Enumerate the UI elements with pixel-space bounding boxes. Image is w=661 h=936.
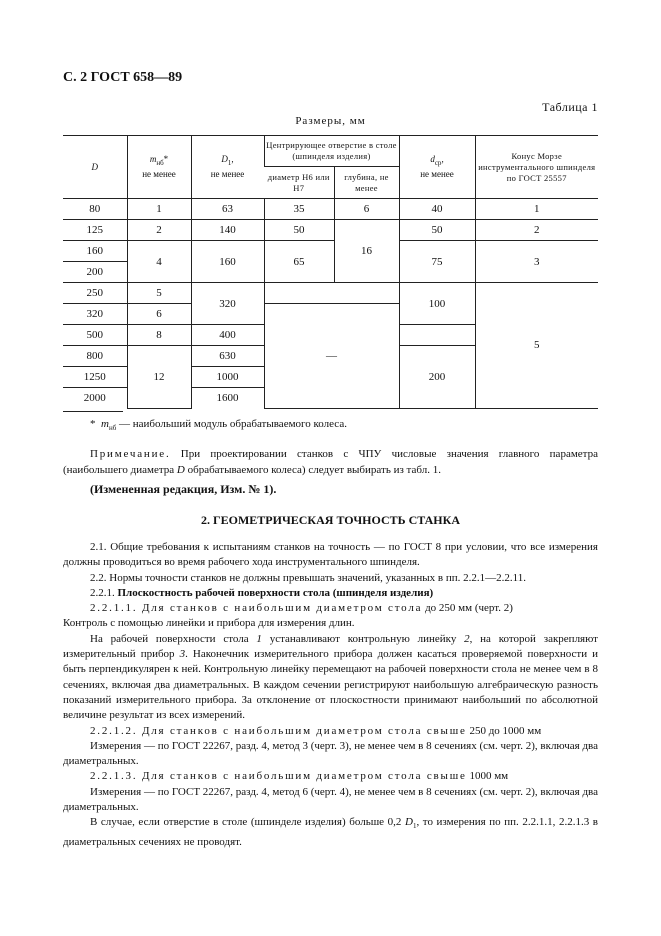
paragraph: Измерения — по ГОСТ 22267, разд. 4, метод 6 (черт. 4), не менее чем в 8 сечениях (см. черт. 2), включая два диаметральных. xyxy=(63,785,598,814)
paragraph: 2.2.1. Плоскостность рабочей поверхности стола (шпинделя изделия) xyxy=(90,586,434,599)
col-header-diameter: диаметр Н6 или Н7 xyxy=(264,167,334,199)
paragraph: Контроль с помощью линейки и прибора для измерения длин. xyxy=(63,617,355,630)
col-header-module: $m_{нб}*$ не менее xyxy=(127,136,191,199)
paragraph: 2.2.1.1. Для станков с наибольшим диаметром стола до 250 мм (черт. 2) xyxy=(90,602,513,615)
table-label: Таблица 1 xyxy=(542,100,598,114)
table-caption: Размеры, мм xyxy=(295,115,366,127)
section-title: 2. ГЕОМЕТРИЧЕСКАЯ ТОЧНОСТЬ СТАНКА xyxy=(200,513,461,527)
footnote-divider xyxy=(63,411,123,412)
paragraph: 2.2. Нормы точности станков не должны превышать значений, указанных в пп. 2.2.1—2.2.11. xyxy=(90,571,526,584)
col-header-center-hole: Центрирующее отверстие в столе (шпинделя изделия) xyxy=(264,136,399,167)
footnote: * $m_{нб}$ — наибольший модуль обрабатываемого колеса. xyxy=(90,418,347,433)
table-row: 250 5 320 100 5 xyxy=(63,283,598,304)
paragraph: На рабочей поверхности стола 1 устанавливают контрольную линейку 2, на которой закрепляют измерительный прибор 3. Наконечник измерительного прибора должен касаться проверяемой поверхности и быть перпендикулярен к ней. Контрольную линейку перемещают на рабочей поверхности стола не менее чем в 8 сечениях, включая два диаметральных. В каждом сечении регистрируют наибольшую алгебраическую разность показаний измерительного прибора. За отклонение от плоскостности принимают наибольший по абсолютной величине результат из всех измерений. xyxy=(63,632,598,722)
col-header-morse: Конус Морзе инструментального шпинделя по ГОСТ 25557 xyxy=(475,136,598,199)
col-header-depth: глубина, не менее xyxy=(334,167,399,199)
table-row: 1250 1000 xyxy=(63,367,598,388)
paragraph: 2.1. Общие требования к испытаниям станков на точность — по ГОСТ 8 при условии, что все измерения должны проводиться во время рабочего хода инструментального шпинделя. xyxy=(63,541,598,569)
col-header-dcp: $d_{ср}$, не менее xyxy=(399,136,475,199)
table-row: 80 1 63 35 6 40 1 xyxy=(63,199,598,220)
col-header-d: D xyxy=(63,136,127,199)
paragraph: В случае, если отверстие в столе (шпинделе изделия) больше 0,2 $D_1$, то измерения по пп. 2.2.1.1, 2.2.1.3 в диаметральных сечениях не проводят. xyxy=(63,816,598,848)
table-row: 160 4 160 65 75 3 xyxy=(63,241,598,262)
table-row: 320 6 — xyxy=(63,304,598,325)
table-row: 125 2 140 50 16 50 2 xyxy=(63,220,598,241)
body-text xyxy=(63,540,598,850)
table-note: Примечание. При проектировании станков с ЧПУ числовые значения главного параметра (наибольшего диаметра D обрабатываемого колеса) следует выбирать из табл. 1. xyxy=(63,448,598,476)
col-header-d1: $D_1$, не менее xyxy=(191,136,264,199)
table-row: 500 8 400 xyxy=(63,325,598,346)
paragraph: Измерения — по ГОСТ 22267, разд. 4, метод 3 (черт. 3), не менее чем в 8 сечениях (см. черт. 2), включая два диаметральных. xyxy=(63,739,598,768)
paragraph: 2.2.1.3. Для станков с наибольшим диаметром стола свыше 1000 мм xyxy=(90,770,509,783)
page-header: С. 2 ГОСТ 658—89 xyxy=(63,70,183,85)
paragraph: 2.2.1.2. Для станков с наибольшим диаметром стола свыше 250 до 1000 мм xyxy=(90,724,542,737)
table-row: 800 12 630 200 xyxy=(63,346,598,367)
table-row: 200 xyxy=(63,262,598,283)
dimensions-table xyxy=(63,135,598,409)
table-row: 2000 1600 xyxy=(63,388,598,409)
revision-note: (Измененная редакция, Изм. № 1). xyxy=(90,482,277,496)
